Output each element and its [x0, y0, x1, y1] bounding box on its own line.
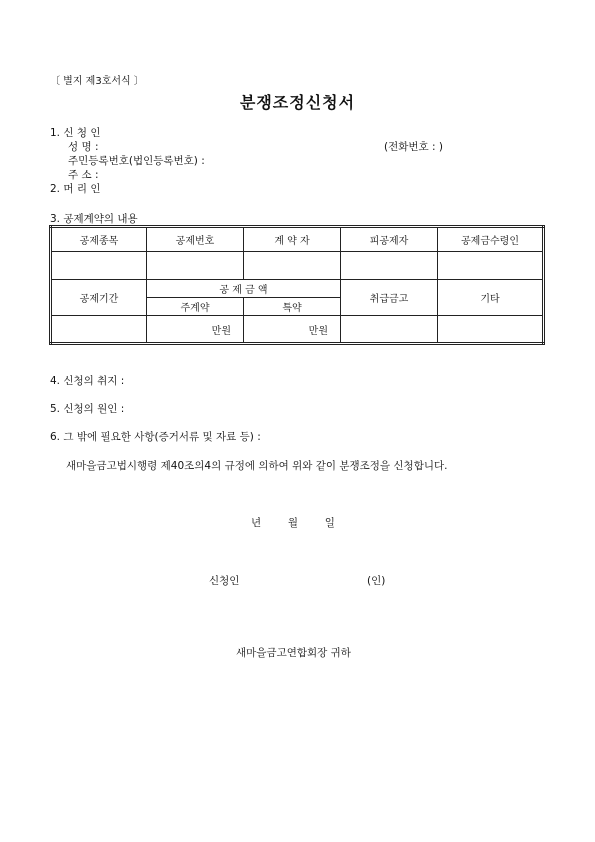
amount-header: 공 제 금 액 [147, 280, 341, 298]
blank-cell [51, 316, 147, 344]
document-title: 분쟁조정신청서 [239, 93, 356, 112]
applicant-address-label: 주 소 : [68, 169, 99, 181]
form-number-label: 〔 별지 제3호서식 〕 [50, 76, 144, 87]
handling-branch-header: 취급금고 [341, 280, 438, 316]
respondent-heading: 2. 머 리 인 [50, 183, 101, 195]
blank-cell [341, 316, 438, 344]
applicant-heading: 1. 신 청 인 [50, 127, 101, 139]
header-cell: 공제번호 [147, 227, 244, 252]
seal-mark: (인) [367, 575, 386, 587]
header-cell: 계 약 자 [244, 227, 341, 252]
blank-cell [147, 252, 244, 280]
other-matters-label: 6. 그 밖에 필요한 사항(증거서류 및 자료 등) : [50, 431, 261, 443]
main-contract-header: 주계약 [147, 298, 244, 316]
date-line: 년 월 일 [251, 517, 335, 529]
addressee: 새마을금고연합회장 귀하 [236, 647, 351, 659]
table-row [51, 227, 544, 252]
applicant-phone-label: (전화번호 : ) [384, 141, 443, 153]
header-cell: 피공제자 [341, 227, 438, 252]
main-amount-unit: 만원 [147, 316, 244, 344]
table-row [51, 252, 544, 280]
blank-cell [341, 252, 438, 280]
header-cell: 공제종목 [51, 227, 147, 252]
blank-cell [438, 252, 544, 280]
period-header: 공제기간 [51, 280, 147, 316]
blank-cell [438, 316, 544, 344]
contract-table [49, 225, 545, 345]
rider-header: 특약 [244, 298, 341, 316]
signature-label: 신청인 [209, 575, 240, 587]
cause-label: 5. 신청의 원인 : [50, 403, 125, 415]
other-header: 기타 [438, 280, 544, 316]
header-cell: 공제금수령인 [438, 227, 544, 252]
applicant-name-label: 성 명 : [68, 141, 99, 153]
rider-amount-unit: 만원 [244, 316, 341, 344]
table-row [51, 280, 544, 298]
blank-cell [244, 252, 341, 280]
table-row [51, 316, 544, 344]
contract-heading: 3. 공제계약의 내용 [50, 213, 138, 225]
statement-text: 새마을금고법시행령 제40조의4의 규정에 의하여 위와 같이 분쟁조정을 신청합니다. [66, 460, 448, 472]
purpose-label: 4. 신청의 취지 : [50, 375, 125, 387]
blank-cell [51, 252, 147, 280]
applicant-id-label: 주민등록번호(법인등록번호) : [68, 155, 205, 167]
